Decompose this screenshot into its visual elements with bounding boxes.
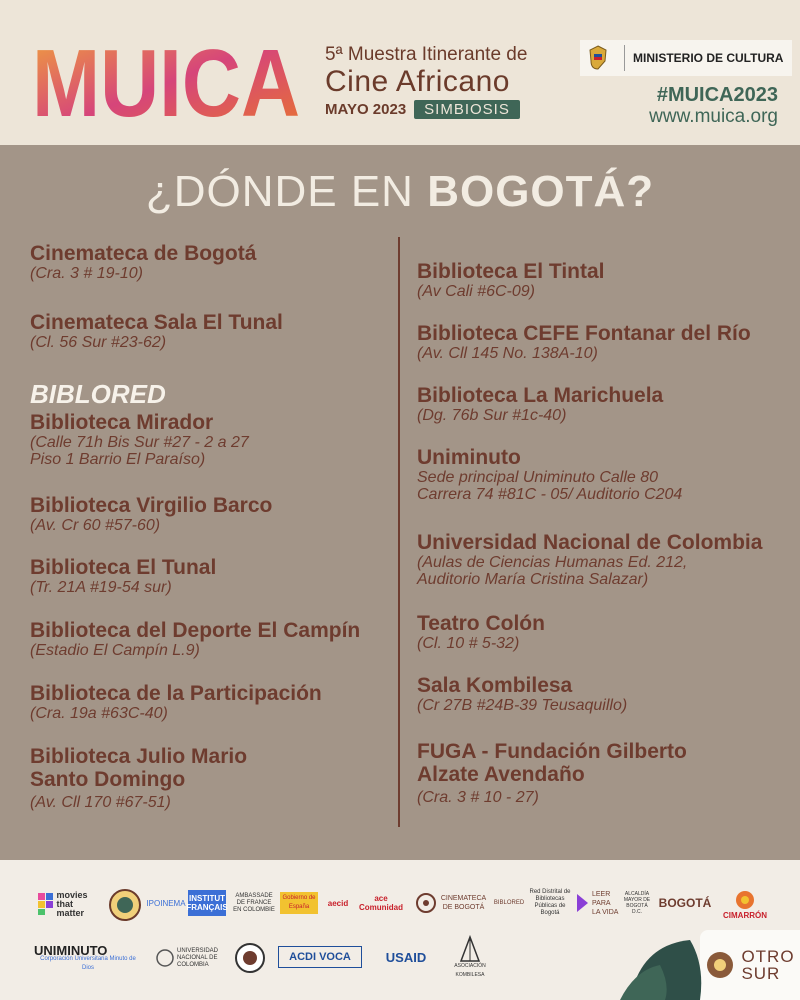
biblored-label: BIBLORED	[30, 379, 166, 409]
event-info	[325, 44, 565, 119]
event-date: MAYO 2023	[325, 101, 407, 118]
venue-item: Uniminuto Sede principal Uniminuto Calle 80 Carrera 74 #81C - 05/ Auditorio C204	[417, 446, 683, 503]
movies-that-matter-logo: movies that matter	[36, 890, 96, 918]
cinemateca-logo: CINEMATECA DE BOGOTÁ	[416, 890, 488, 916]
venue-item: Biblioteca del Deporte El Campín (Estadio El Campín L.9)	[30, 619, 361, 659]
venue-item: FUGA - Fundación Gilberto Alzate Avendaño (Cra. 3 # 10 - 27)	[417, 740, 687, 806]
website-link[interactable]: www.muica.org	[649, 106, 778, 127]
circular-seal-icon	[106, 886, 144, 924]
leer-para-la-vida-logo: LEER PARA LA VIDA	[576, 890, 620, 916]
colombia-crest-icon	[580, 40, 616, 76]
event-tag: SIMBIOSIS	[414, 100, 520, 119]
event-title: Cine Africano	[325, 65, 510, 98]
venue-item: Biblioteca Julio Mario Santo Domingo (Av. Cll 170 #67-51)	[30, 745, 248, 811]
venue-item: Universidad Nacional de Colombia (Aulas de Ciencias Humanas Ed. 212, Auditorio María Cristina Salazar)	[417, 531, 763, 588]
venue-item: Cinemateca Sala El Tunal (Cl. 56 Sur #23-62)	[30, 311, 283, 351]
otro-sur-logo: OTRO SUR	[700, 930, 800, 1000]
venue-item: Sala Kombilesa (Cr 27B #24B-39 Teusaquillo)	[417, 674, 628, 714]
venue-item: Biblioteca El Tintal (Av Cali #6C-09)	[417, 260, 605, 300]
venue-item: Biblioteca Mirador (Calle 71h Bis Sur #27 - 2 a 27 Piso 1 Barrio El Paraíso)	[30, 411, 249, 468]
venue-item: Teatro Colón (Cl. 10 # 5-32)	[417, 612, 545, 652]
sponsors-footer: movies that matter IPOINEMA INSTITUT FRANÇAIS AMBASSADE DE FRANCE EN COLOMBIE Gobierno de España aecid ace Comunidad CINEMATECA DE BOGOTÁ BIBLORED Red Distrital de Bibliotecas Públicas de Bogotá LEER PARA LA VIDA ALCALDÍA MAYOR DE BOGOTÁ D.C. BOGOTÁ CIMARRÓN UNIMINUTO Corporación Universitaria Minuto de Dios UNIVERSIDAD NACIONAL DE COLOMBIA ACDI VOCA USAID ASOCIACIÓN KOMBILESA OTRO SUR	[0, 860, 800, 1000]
unal-logo: UNIVERSIDAD NACIONAL DE COLOMBIA	[156, 940, 228, 976]
ministry-badge	[580, 40, 792, 76]
venue-item: Biblioteca de la Participación (Cra. 19a #63C-40)	[30, 682, 322, 722]
column-divider	[398, 237, 400, 827]
round-emblem-icon	[232, 940, 268, 976]
venue-item: Cinemateca de Bogotá (Cra. 3 # 19-10)	[30, 242, 257, 282]
venue-item: Biblioteca El Tunal (Tr. 21A #19-54 sur)	[30, 556, 217, 596]
hashtag: #MUICA2023	[656, 84, 778, 106]
venue-item: Biblioteca La Marichuela (Dg. 76b Sur #1c-40)	[417, 384, 664, 424]
ministry-label: MINISTERIO DE CULTURA	[633, 51, 784, 65]
uniminuto-logo: UNIMINUTO Corporación Universitaria Minuto de Dios	[34, 942, 136, 971]
kombilesa-logo: ASOCIACIÓN KOMBILESA	[450, 938, 490, 978]
event-subtitle: 5ª Muestra Itinerante de	[325, 44, 528, 65]
brush-stroke-decoration	[620, 925, 710, 1000]
header	[0, 0, 800, 145]
muica-logo	[32, 30, 302, 137]
cimarron-logo: CIMARRÓN	[720, 884, 770, 924]
page-title: ¿DÓNDE EN BOGOTÁ?	[145, 167, 655, 216]
venues-panel	[0, 145, 800, 860]
venue-item: Biblioteca Virgilio Barco (Av. Cr 60 #57-60)	[30, 494, 273, 534]
logo-text: MUICA	[32, 30, 300, 137]
event-date-row	[325, 100, 565, 119]
venue-item: Biblioteca CEFE Fontanar del Río (Av. Cll 145 No. 138A-10)	[417, 322, 751, 362]
